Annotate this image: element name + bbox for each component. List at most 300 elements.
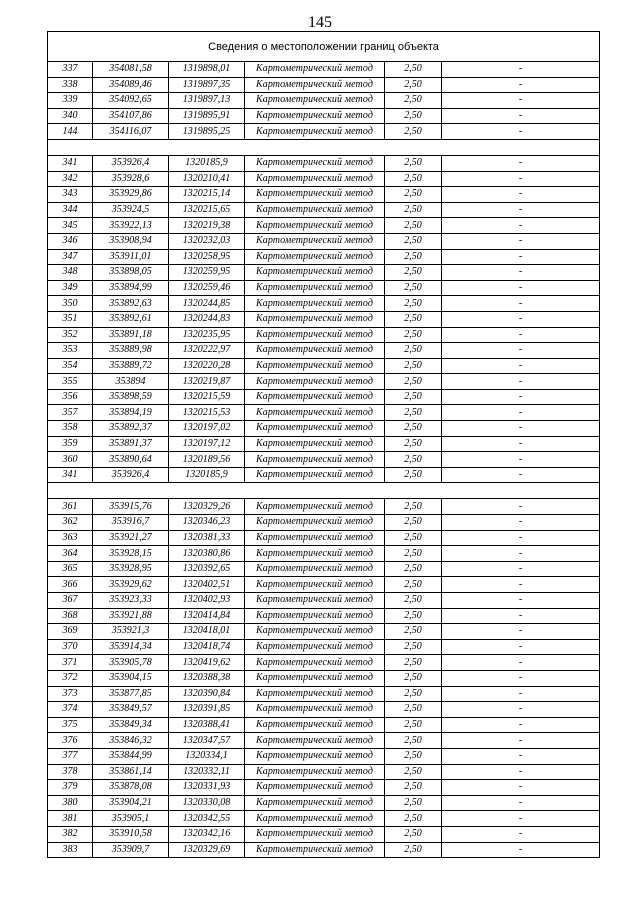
point-number-cell: 382 [48,826,93,842]
method-cell: Картометрический метод [245,343,385,359]
accuracy-cell: 2,50 [385,405,442,421]
y-coordinate-cell: 1320390,84 [169,686,245,702]
note-cell: - [442,780,600,796]
y-coordinate-cell: 1320258,95 [169,249,245,265]
x-coordinate-cell: 353908,94 [93,233,169,249]
point-number-cell: 372 [48,670,93,686]
table-row [48,202,600,218]
method-cell: Картометрический метод [245,593,385,609]
table-row [48,374,600,390]
method-cell: Картометрический метод [245,296,385,312]
y-coordinate-cell: 1320235,95 [169,327,245,343]
y-coordinate-cell: 1320414,84 [169,608,245,624]
table-row [48,702,600,718]
table-row [48,405,600,421]
note-cell: - [442,327,600,343]
x-coordinate-cell: 353844,99 [93,748,169,764]
x-coordinate-cell: 353929,62 [93,577,169,593]
note-cell: - [442,249,600,265]
method-cell: Картометрический метод [245,811,385,827]
accuracy-cell: 2,50 [385,670,442,686]
accuracy-cell: 2,50 [385,202,442,218]
x-coordinate-cell: 353929,86 [93,187,169,203]
table-row [48,327,600,343]
point-number-cell: 337 [48,62,93,78]
note-cell: - [442,436,600,452]
table-body [48,32,600,858]
point-number-cell: 371 [48,655,93,671]
y-coordinate-cell: 1320388,38 [169,670,245,686]
x-coordinate-cell: 353904,15 [93,670,169,686]
table-row [48,436,600,452]
method-cell: Картометрический метод [245,358,385,374]
method-cell: Картометрический метод [245,124,385,140]
note-cell: - [442,233,600,249]
x-coordinate-cell: 353894,99 [93,280,169,296]
table-row [48,530,600,546]
method-cell: Картометрический метод [245,265,385,281]
accuracy-cell: 2,50 [385,624,442,640]
accuracy-cell: 2,50 [385,499,442,515]
point-number-cell: 367 [48,593,93,609]
x-coordinate-cell: 353894,19 [93,405,169,421]
note-cell: - [442,717,600,733]
y-coordinate-cell: 1320380,86 [169,546,245,562]
table-row [48,358,600,374]
note-cell: - [442,655,600,671]
point-number-cell: 369 [48,624,93,640]
y-coordinate-cell: 1320210,41 [169,171,245,187]
point-number-cell: 345 [48,218,93,234]
table-row [48,108,600,124]
note-cell: - [442,608,600,624]
table-row [48,155,600,171]
note-cell: - [442,795,600,811]
table-row [48,515,600,531]
note-cell: - [442,202,600,218]
accuracy-cell: 2,50 [385,452,442,468]
method-cell: Картометрический метод [245,561,385,577]
point-number-cell: 144 [48,124,93,140]
x-coordinate-cell: 353928,95 [93,561,169,577]
x-coordinate-cell: 353890,64 [93,452,169,468]
method-cell: Картометрический метод [245,77,385,93]
accuracy-cell: 2,50 [385,108,442,124]
y-coordinate-cell: 1320402,51 [169,577,245,593]
y-coordinate-cell: 1320329,26 [169,499,245,515]
note-cell: - [442,826,600,842]
method-cell: Картометрический метод [245,546,385,562]
accuracy-cell: 2,50 [385,530,442,546]
x-coordinate-cell: 353849,34 [93,717,169,733]
point-number-cell: 342 [48,171,93,187]
accuracy-cell: 2,50 [385,265,442,281]
y-coordinate-cell: 1320215,14 [169,187,245,203]
accuracy-cell: 2,50 [385,93,442,109]
accuracy-cell: 2,50 [385,655,442,671]
y-coordinate-cell: 1320332,11 [169,764,245,780]
x-coordinate-cell: 353914,34 [93,639,169,655]
y-coordinate-cell: 1320219,87 [169,374,245,390]
point-number-cell: 361 [48,499,93,515]
y-coordinate-cell: 1320197,12 [169,436,245,452]
note-cell: - [442,124,600,140]
method-cell: Картометрический метод [245,530,385,546]
point-number-cell: 374 [48,702,93,718]
method-cell: Картометрический метод [245,436,385,452]
table-row [48,593,600,609]
point-number-cell: 364 [48,546,93,562]
x-coordinate-cell: 353889,72 [93,358,169,374]
note-cell: - [442,155,600,171]
method-cell: Картометрический метод [245,374,385,390]
x-coordinate-cell: 353877,85 [93,686,169,702]
note-cell: - [442,764,600,780]
y-coordinate-cell: 1320244,83 [169,311,245,327]
table-row [48,218,600,234]
method-cell: Картометрический метод [245,467,385,483]
point-number-cell: 355 [48,374,93,390]
point-number-cell: 341 [48,155,93,171]
y-coordinate-cell: 1320381,33 [169,530,245,546]
method-cell: Картометрический метод [245,826,385,842]
accuracy-cell: 2,50 [385,780,442,796]
table-row [48,343,600,359]
note-cell: - [442,811,600,827]
x-coordinate-cell: 353846,32 [93,733,169,749]
x-coordinate-cell: 353904,21 [93,795,169,811]
y-coordinate-cell: 1320346,23 [169,515,245,531]
point-number-cell: 359 [48,436,93,452]
point-number-cell: 375 [48,717,93,733]
y-coordinate-cell: 1320391,85 [169,702,245,718]
x-coordinate-cell: 353861,14 [93,764,169,780]
x-coordinate-cell: 353894 [93,374,169,390]
x-coordinate-cell: 353921,3 [93,624,169,640]
method-cell: Картометрический метод [245,733,385,749]
note-cell: - [442,358,600,374]
point-number-cell: 348 [48,265,93,281]
point-number-cell: 347 [48,249,93,265]
method-cell: Картометрический метод [245,62,385,78]
method-cell: Картометрический метод [245,780,385,796]
accuracy-cell: 2,50 [385,233,442,249]
point-number-cell: 338 [48,77,93,93]
x-coordinate-cell: 354092,65 [93,93,169,109]
table-row [48,452,600,468]
method-cell: Картометрический метод [245,249,385,265]
method-cell: Картометрический метод [245,311,385,327]
note-cell: - [442,467,600,483]
note-cell: - [442,686,600,702]
y-coordinate-cell: 1320215,65 [169,202,245,218]
point-number-cell: 376 [48,733,93,749]
y-coordinate-cell: 1319897,35 [169,77,245,93]
note-cell: - [442,452,600,468]
method-cell: Картометрический метод [245,655,385,671]
y-coordinate-cell: 1320220,28 [169,358,245,374]
accuracy-cell: 2,50 [385,764,442,780]
method-cell: Картометрический метод [245,624,385,640]
note-cell: - [442,702,600,718]
accuracy-cell: 2,50 [385,171,442,187]
point-number-cell: 357 [48,405,93,421]
point-number-cell: 339 [48,93,93,109]
point-number-cell: 352 [48,327,93,343]
accuracy-cell: 2,50 [385,327,442,343]
note-cell: - [442,77,600,93]
note-cell: - [442,171,600,187]
method-cell: Картометрический метод [245,748,385,764]
method-cell: Картометрический метод [245,764,385,780]
method-cell: Картометрический метод [245,389,385,405]
point-number-cell: 383 [48,842,93,858]
accuracy-cell: 2,50 [385,826,442,842]
table-row [48,546,600,562]
point-number-cell: 354 [48,358,93,374]
y-coordinate-cell: 1320334,1 [169,748,245,764]
table-row [48,561,600,577]
method-cell: Картометрический метод [245,639,385,655]
x-coordinate-cell: 353923,33 [93,593,169,609]
table-row [48,733,600,749]
y-coordinate-cell: 1320330,08 [169,795,245,811]
note-cell: - [442,296,600,312]
accuracy-cell: 2,50 [385,249,442,265]
accuracy-cell: 2,50 [385,343,442,359]
table-row [48,624,600,640]
separator-cell [48,139,600,155]
accuracy-cell: 2,50 [385,155,442,171]
accuracy-cell: 2,50 [385,702,442,718]
table-row [48,93,600,109]
note-cell: - [442,374,600,390]
y-coordinate-cell: 1320197,02 [169,421,245,437]
y-coordinate-cell: 1320185,9 [169,467,245,483]
method-cell: Картометрический метод [245,499,385,515]
table-row [48,187,600,203]
method-cell: Картометрический метод [245,577,385,593]
accuracy-cell: 2,50 [385,546,442,562]
method-cell: Картометрический метод [245,233,385,249]
point-number-cell: 360 [48,452,93,468]
accuracy-cell: 2,50 [385,686,442,702]
accuracy-cell: 2,50 [385,515,442,531]
note-cell: - [442,624,600,640]
group-separator-row [48,483,600,499]
note-cell: - [442,93,600,109]
table-row [48,296,600,312]
accuracy-cell: 2,50 [385,467,442,483]
table-row [48,389,600,405]
point-number-cell: 379 [48,780,93,796]
point-number-cell: 381 [48,811,93,827]
table-row [48,655,600,671]
point-number-cell: 365 [48,561,93,577]
x-coordinate-cell: 353915,76 [93,499,169,515]
y-coordinate-cell: 1320342,16 [169,826,245,842]
table-row [48,77,600,93]
accuracy-cell: 2,50 [385,608,442,624]
accuracy-cell: 2,50 [385,77,442,93]
x-coordinate-cell: 353928,6 [93,171,169,187]
method-cell: Картометрический метод [245,108,385,124]
method-cell: Картометрический метод [245,155,385,171]
x-coordinate-cell: 353910,58 [93,826,169,842]
x-coordinate-cell: 353889,98 [93,343,169,359]
y-coordinate-cell: 1320392,65 [169,561,245,577]
point-number-cell: 366 [48,577,93,593]
table-row [48,311,600,327]
group-separator-row [48,139,600,155]
accuracy-cell: 2,50 [385,124,442,140]
y-coordinate-cell: 1320244,85 [169,296,245,312]
accuracy-cell: 2,50 [385,421,442,437]
x-coordinate-cell: 353892,61 [93,311,169,327]
y-coordinate-cell: 1320418,74 [169,639,245,655]
x-coordinate-cell: 353921,88 [93,608,169,624]
method-cell: Картометрический метод [245,686,385,702]
y-coordinate-cell: 1319898,01 [169,62,245,78]
note-cell: - [442,62,600,78]
accuracy-cell: 2,50 [385,733,442,749]
point-number-cell: 356 [48,389,93,405]
method-cell: Картометрический метод [245,702,385,718]
x-coordinate-cell: 353926,4 [93,467,169,483]
table-title-row [48,32,600,62]
point-number-cell: 350 [48,296,93,312]
table-row [48,577,600,593]
note-cell: - [442,187,600,203]
accuracy-cell: 2,50 [385,811,442,827]
point-number-cell: 370 [48,639,93,655]
table-row [48,171,600,187]
method-cell: Картометрический метод [245,795,385,811]
accuracy-cell: 2,50 [385,187,442,203]
accuracy-cell: 2,50 [385,593,442,609]
x-coordinate-cell: 353898,05 [93,265,169,281]
table-row [48,62,600,78]
method-cell: Картометрический метод [245,421,385,437]
table-row [48,748,600,764]
y-coordinate-cell: 1320342,55 [169,811,245,827]
x-coordinate-cell: 353928,15 [93,546,169,562]
point-number-cell: 373 [48,686,93,702]
method-cell: Картометрический метод [245,842,385,858]
table-row [48,795,600,811]
y-coordinate-cell: 1320259,46 [169,280,245,296]
x-coordinate-cell: 353909,7 [93,842,169,858]
y-coordinate-cell: 1319895,25 [169,124,245,140]
point-number-cell: 349 [48,280,93,296]
accuracy-cell: 2,50 [385,62,442,78]
method-cell: Картометрический метод [245,202,385,218]
y-coordinate-cell: 1320347,57 [169,733,245,749]
table-row [48,670,600,686]
table-row [48,686,600,702]
note-cell: - [442,311,600,327]
method-cell: Картометрический метод [245,218,385,234]
x-coordinate-cell: 353905,1 [93,811,169,827]
y-coordinate-cell: 1320222,97 [169,343,245,359]
point-number-cell: 340 [48,108,93,124]
y-coordinate-cell: 1320189,56 [169,452,245,468]
method-cell: Картометрический метод [245,405,385,421]
note-cell: - [442,842,600,858]
y-coordinate-cell: 1320185,9 [169,155,245,171]
note-cell: - [442,639,600,655]
x-coordinate-cell: 353922,13 [93,218,169,234]
accuracy-cell: 2,50 [385,389,442,405]
y-coordinate-cell: 1320219,38 [169,218,245,234]
x-coordinate-cell: 353924,5 [93,202,169,218]
accuracy-cell: 2,50 [385,795,442,811]
table-row [48,608,600,624]
y-coordinate-cell: 1320215,59 [169,389,245,405]
x-coordinate-cell: 353849,57 [93,702,169,718]
y-coordinate-cell: 1320402,93 [169,593,245,609]
table-row [48,811,600,827]
x-coordinate-cell: 353878,08 [93,780,169,796]
y-coordinate-cell: 1319897,13 [169,93,245,109]
separator-cell [48,483,600,499]
x-coordinate-cell: 354107,86 [93,108,169,124]
note-cell: - [442,499,600,515]
point-number-cell: 368 [48,608,93,624]
note-cell: - [442,389,600,405]
x-coordinate-cell: 353911,01 [93,249,169,265]
note-cell: - [442,530,600,546]
table-title: Сведения о местоположении границ объекта [48,32,600,62]
y-coordinate-cell: 1320331,93 [169,780,245,796]
accuracy-cell: 2,50 [385,374,442,390]
boundary-coordinates-table [47,31,600,858]
table-row [48,124,600,140]
point-number-cell: 341 [48,467,93,483]
note-cell: - [442,343,600,359]
table-row [48,467,600,483]
note-cell: - [442,218,600,234]
point-number-cell: 353 [48,343,93,359]
y-coordinate-cell: 1320418,01 [169,624,245,640]
accuracy-cell: 2,50 [385,358,442,374]
note-cell: - [442,577,600,593]
accuracy-cell: 2,50 [385,639,442,655]
point-number-cell: 358 [48,421,93,437]
note-cell: - [442,561,600,577]
x-coordinate-cell: 353891,37 [93,436,169,452]
table-row [48,265,600,281]
accuracy-cell: 2,50 [385,748,442,764]
accuracy-cell: 2,50 [385,311,442,327]
method-cell: Картометрический метод [245,608,385,624]
note-cell: - [442,748,600,764]
table-row [48,499,600,515]
accuracy-cell: 2,50 [385,218,442,234]
point-number-cell: 351 [48,311,93,327]
x-coordinate-cell: 353892,63 [93,296,169,312]
table-row [48,280,600,296]
table-row [48,764,600,780]
note-cell: - [442,108,600,124]
y-coordinate-cell: 1320388,41 [169,717,245,733]
point-number-cell: 362 [48,515,93,531]
y-coordinate-cell: 1320329,69 [169,842,245,858]
x-coordinate-cell: 354089,46 [93,77,169,93]
method-cell: Картометрический метод [245,327,385,343]
x-coordinate-cell: 353898,59 [93,389,169,405]
accuracy-cell: 2,50 [385,561,442,577]
